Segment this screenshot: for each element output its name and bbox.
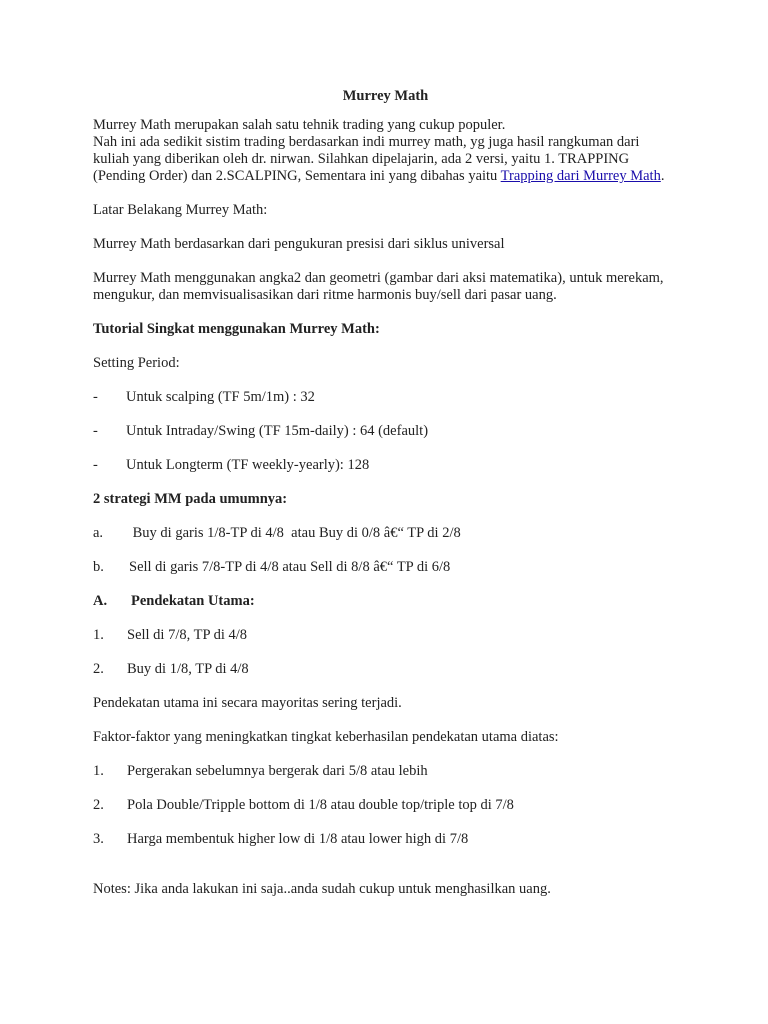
latar-belakang: Latar Belakang Murrey Math: bbox=[93, 202, 268, 218]
notes-paragraph: Notes: Jika anda lakukan ini saja..anda sudah cukup untuk menghasilkan uang. bbox=[93, 881, 551, 897]
list-item bbox=[93, 831, 678, 848]
list-marker: - bbox=[93, 423, 98, 439]
list-marker: - bbox=[93, 389, 98, 405]
list-marker: 1. bbox=[93, 627, 104, 643]
list-item bbox=[93, 457, 678, 474]
intro-paragraph bbox=[93, 117, 678, 185]
list-item bbox=[93, 797, 678, 814]
list-marker: 3. bbox=[93, 831, 104, 847]
list-item-text: Untuk scalping (TF 5m/1m) : 32 bbox=[126, 389, 315, 405]
section-heading bbox=[93, 593, 678, 610]
strategy-heading: 2 strategi MM pada umumnya: bbox=[93, 491, 288, 507]
list-item-text: Untuk Intraday/Swing (TF 15m-daily) : 64 (default) bbox=[126, 423, 429, 439]
list-item-text: Pola Double/Tripple bottom di 1/8 atau double top/triple top di 7/8 bbox=[127, 797, 514, 813]
intro-line-1: Murrey Math merupakan salah satu tehnik trading yang cukup populer. bbox=[93, 117, 506, 133]
tutorial-heading: Tutorial Singkat menggunakan Murrey Math: bbox=[93, 321, 380, 337]
list-marker: a. bbox=[93, 525, 104, 541]
list-marker: 2. bbox=[93, 661, 104, 677]
faktor-heading: Faktor-faktor yang meningkatkan tingkat keberhasilan pendekatan utama diatas: bbox=[93, 729, 559, 745]
list-item-text: Sell di garis 7/8-TP di 4/8 atau Sell di 8/8 â€“ TP di 6/8 bbox=[129, 559, 451, 575]
list-marker: b. bbox=[93, 559, 104, 575]
page-title: Murrey Math bbox=[342, 88, 429, 104]
intro-period: . bbox=[660, 168, 665, 184]
setting-period: Setting Period: bbox=[93, 355, 180, 371]
section-title: Pendekatan Utama: bbox=[131, 593, 255, 609]
list-item-text: Buy di garis 1/8-TP di 4/8 atau Buy di 0/8 â€“ TP di 2/8 bbox=[129, 525, 461, 541]
list-item bbox=[93, 389, 678, 406]
section-marker: A. bbox=[93, 593, 108, 609]
geometri-paragraph: Murrey Math menggunakan angka2 dan geometri (gambar dari aksi matematika), untuk merekam, mengukur, dan memvisualisasikan dari ritme harmonis buy/sell dari pasar uang. bbox=[93, 270, 664, 303]
list-item bbox=[93, 423, 678, 440]
trapping-link[interactable]: Trapping dari Murrey Math bbox=[500, 168, 661, 184]
intro-text: Nah ini ada sedikit sistim trading berdasarkan indi murrey math, yg juga hasil rangkuman dari kuliah yang diberikan oleh dr. nirwan. Silahkan dipelajarin, ada 2 versi, yaitu 1. TRAPPING (Pending Order) dan 2.SCALPING, Sementara ini yang dibahas yaitu bbox=[93, 134, 640, 184]
document-page bbox=[93, 88, 678, 915]
list-item-text: Buy di 1/8, TP di 4/8 bbox=[127, 661, 249, 677]
list-marker: - bbox=[93, 457, 98, 473]
list-item bbox=[93, 661, 678, 678]
list-item-text: Harga membentuk higher low di 1/8 atau lower high di 7/8 bbox=[127, 831, 469, 847]
list-marker: 2. bbox=[93, 797, 104, 813]
list-item bbox=[93, 559, 678, 576]
list-item-text: Sell di 7/8, TP di 4/8 bbox=[127, 627, 248, 643]
dasar-paragraph: Murrey Math berdasarkan dari pengukuran presisi dari siklus universal bbox=[93, 236, 505, 252]
list-marker: 1. bbox=[93, 763, 104, 779]
list-item bbox=[93, 627, 678, 644]
list-item-text: Pergerakan sebelumnya bergerak dari 5/8 atau lebih bbox=[127, 763, 428, 779]
mayoritas-paragraph: Pendekatan utama ini secara mayoritas sering terjadi. bbox=[93, 695, 402, 711]
list-item-text: Untuk Longterm (TF weekly-yearly): 128 bbox=[126, 457, 370, 473]
list-item bbox=[93, 763, 678, 780]
intro-line-2 bbox=[93, 134, 678, 185]
list-item bbox=[93, 525, 678, 542]
